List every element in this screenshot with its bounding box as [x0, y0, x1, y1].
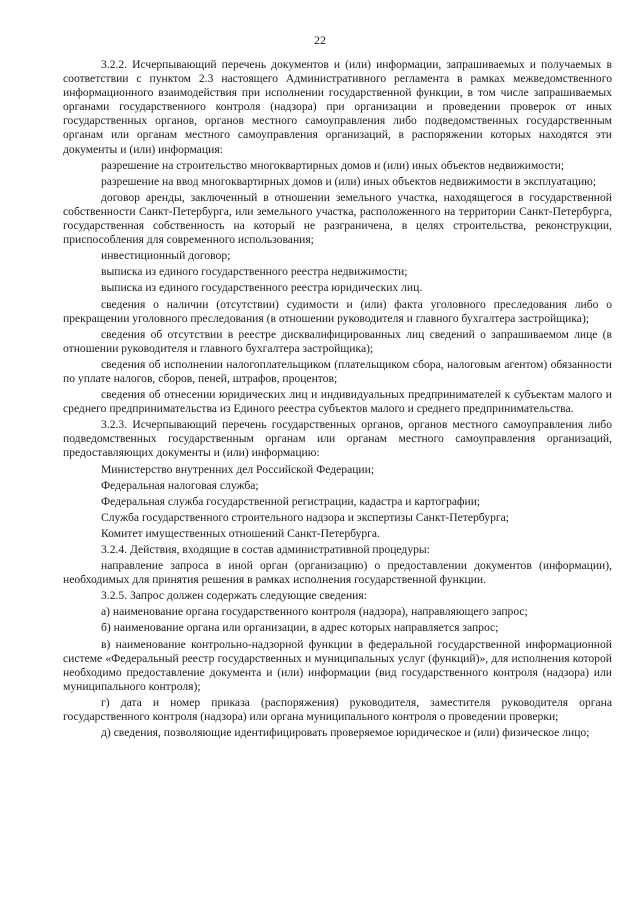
list-item-disqualified-persons-info: сведения об отсутствии в реестре дисквалифицированных лиц сведений о запрашиваемом лице (в отношении руководителя и главного бухгалтера застройщика);: [63, 327, 612, 355]
page-number: 22: [314, 33, 326, 47]
list-item-criminal-record-info: сведения о наличии (отсутствии) судимости и (или) факта уголовного преследования либо о прекращении уголовного преследования (в отношении руководителя и главного бухгалтера застройщика);: [63, 297, 612, 325]
list-item-tax-obligations-info: сведения об исполнении налогоплательщиком (плательщиком сбора, налоговым агентом) обязанности по уплате налогов, сборов, пеней, штрафов, процентов;: [63, 357, 612, 385]
list-item-request-sending: направление запроса в иной орган (организацию) о предоставлении документов (информации), необходимых для принятия решения в рамках исполнения государственной функции.: [63, 559, 612, 587]
list-item-b: б) наименование органа или организации, в адрес которых направляется запрос;: [101, 621, 499, 635]
paragraph-3-2-4: 3.2.4. Действия, входящие в состав административной процедуры:: [101, 543, 430, 556]
document-body: [63, 58, 612, 742]
paragraph-3-2-5: 3.2.5. Запрос должен содержать следующие сведения:: [101, 589, 367, 603]
list-item-lease-agreement: договор аренды, заключенный в отношении земельного участка, находящегося в государственной собственности Санкт-Петербурга, или земельного участка, расположенного на территории Санкт-Петербурга, государственная собственность на который не разграничена, в целях строительства, реконструкции, приспособления для современного использования;: [63, 190, 612, 247]
paragraph-3-2-2: 3.2.2. Исчерпывающий перечень документов и (или) информации, запрашиваемых и получаемых в соответствии с пунктом 2.3 настоящего Административного регламента в рамках межведомственного информационного взаимодействия при исполнении государственной функции, в том числе запрашиваемых органами государственного контроля (надзора) при организации и проведении проверок от иных государственных органов, органов местного самоуправления либо подведомственных государственным органам или органам местного самоуправления организаций, в распоряжении которых находятся эти документы и (или) информация:: [63, 58, 612, 156]
list-item-d: д) сведения, позволяющие идентифицировать проверяемое юридическое и (или) физическое лицо;: [101, 726, 590, 740]
list-item-v: в) наименование контрольно-надзорной функции в федеральной государственной информационной системе «Федеральный реестр государственных и муниципальных услуг (функций)», для исполнения которой необходимо предоставление документа и (или) информации (вид государственного контроля (надзора) или муниципального контроля);: [63, 637, 612, 693]
list-item-federal-registration-service: Федеральная служба государственной регистрации, кадастра и картографии;: [101, 494, 481, 508]
list-item-real-estate-register-extract: выписка из единого государственного реестра недвижимости;: [101, 265, 408, 279]
list-item-commissioning-permit: разрешение на ввод многоквартирных домов и (или) иных объектов недвижимости в эксплуатацию;: [101, 174, 597, 188]
list-item-a: а) наименование органа государственного контроля (надзора), направляющего запрос;: [101, 605, 528, 619]
list-item-ministry-internal-affairs: Министерство внутренних дел Российской Федерации;: [101, 462, 375, 476]
list-item-legal-entities-register-extract: выписка из единого государственного реестра юридических лиц.: [101, 281, 423, 295]
list-item-sme-register-info: сведения об отнесении юридических лиц и индивидуальных предпринимателей к субъектам малого и среднего предпринимательства из Единого реестра субъектов малого и среднего предпринимательства.: [63, 388, 612, 416]
paragraph-3-2-3: 3.2.3. Исчерпывающий перечень государственных органов, органов местного самоуправления либо подведомственных государственным органам или органам местного самоуправления организаций, предоставляющих документы и (или) информацию:: [63, 418, 612, 460]
list-item-federal-tax-service: Федеральная налоговая служба;: [101, 478, 259, 492]
list-item-construction-supervision-service: Служба государственного строительного надзора и экспертизы Санкт-Петербурга;: [101, 510, 509, 524]
list-item-property-relations-committee: Комитет имущественных отношений Санкт-Петербурга.: [101, 526, 380, 540]
list-item-g: г) дата и номер приказа (распоряжения) руководителя, заместителя руководителя органа государственного контроля (надзора) или органа муниципального контроля о проведении проверки;: [63, 695, 612, 724]
list-item-construction-permit: разрешение на строительство многоквартирных домов и (или) иных объектов недвижимости;: [101, 158, 565, 172]
list-item-investment-agreement: инвестиционный договор;: [101, 249, 231, 263]
